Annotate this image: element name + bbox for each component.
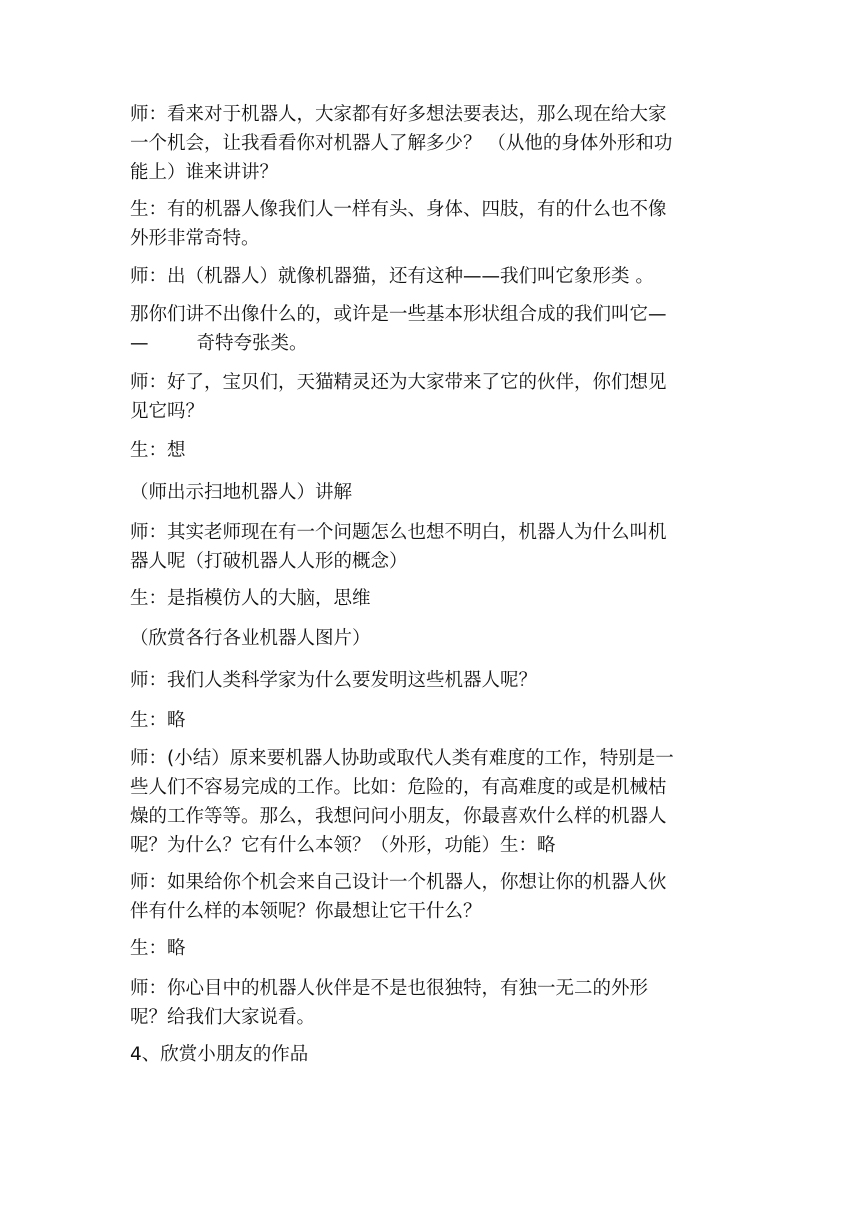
text-line: 能上）谁来讲讲？ [130, 162, 279, 183]
text-line: 伴有什么样的本领呢？你最想让它干什么？ [130, 901, 482, 922]
text-line: 燥的工作等等。那么，我想问问小朋友，你最喜欢什么样的机器人 [130, 806, 667, 827]
text-line: 生：略 [130, 938, 186, 959]
text-line: 呢？给我们大家说看。 [130, 1007, 316, 1028]
paragraph-appreciate-images [130, 624, 730, 653]
paragraph-teacher-pictographic [130, 262, 730, 291]
text-line: 师：我们人类科学家为什么要发明这些机器人呢？ [130, 670, 538, 691]
text-line: 呢？为什么？它有什么本领？（外形，功能）生：略 [130, 835, 556, 856]
text-line: 那你们讲不出像什么的，或许是一些基本形状组合成的我们叫它— [130, 304, 667, 325]
text-line: 师：如果给你个机会来自己设计一个机器人，你想让你的机器人伙 [130, 872, 667, 893]
paragraph-teacher-summary [130, 744, 730, 860]
category-label: 奇特夸张类。 [196, 333, 308, 354]
text-line [130, 329, 730, 358]
text-line: 师：出（机器人）就像机器猫，还有这种——我们叫它象形类 。 [130, 266, 654, 287]
text-line: 外形非常奇特。 [130, 228, 260, 249]
text-line: 生：想 [130, 440, 186, 461]
paragraph-teacher-exaggerated [130, 300, 730, 358]
text-line: 4、欣赏小朋友的作品 [130, 1044, 309, 1065]
paragraph-teacher-intro [130, 100, 730, 187]
text-line: 师：其实老师现在有一个问题怎么也想不明白，机器人为什么叫机 [130, 522, 667, 543]
paragraph-teacher-companion [130, 368, 730, 426]
paragraph-sweeping-robot [130, 478, 730, 507]
text-line: 生：是指模仿人的大脑，思维 [130, 588, 371, 609]
text-line: 师：好了，宝贝们，天猫精灵还为大家带来了它的伙伴，你们想见 [130, 372, 667, 393]
paragraph-student-omitted [130, 706, 730, 735]
text-line: （师出示扫地机器人）讲解 [130, 482, 353, 503]
text-line: 器人呢（打破机器人人形的概念） [130, 551, 408, 572]
paragraph-student-brain [130, 584, 730, 613]
paragraph-student-shape [130, 195, 730, 253]
text-line: 一个机会，让我看看你对机器人了解多少？ （从他的身体外形和功 [130, 133, 673, 154]
text-line: 生：略 [130, 710, 186, 731]
dash-fragment: — [130, 333, 149, 354]
paragraph-teacher-question [130, 518, 730, 576]
paragraph-teacher-why [130, 666, 730, 695]
text-line: 师：你心目中的机器人伙伴是不是也很独特，有独一无二的外形 [130, 978, 649, 999]
text-line: 些人们不容易完成的工作。比如：危险的，有高难度的或是机械枯 [130, 777, 667, 798]
paragraph-teacher-unique [130, 974, 730, 1032]
text-line: （欣赏各行各业机器人图片） [130, 628, 371, 649]
text-line: 生：有的机器人像我们人一样有头、身体、四肢，有的什么也不像 [130, 199, 667, 220]
text-line: 师：(小结）原来要机器人协助或取代人类有难度的工作，特别是一 [130, 748, 674, 769]
paragraph-section-4 [130, 1040, 730, 1069]
paragraph-teacher-design [130, 868, 730, 926]
paragraph-student-want [130, 436, 730, 465]
text-line: 师：看来对于机器人，大家都有好多想法要表达，那么现在给大家 [130, 104, 667, 125]
text-line: 见它吗？ [130, 401, 205, 422]
paragraph-student-omitted-2 [130, 934, 730, 963]
